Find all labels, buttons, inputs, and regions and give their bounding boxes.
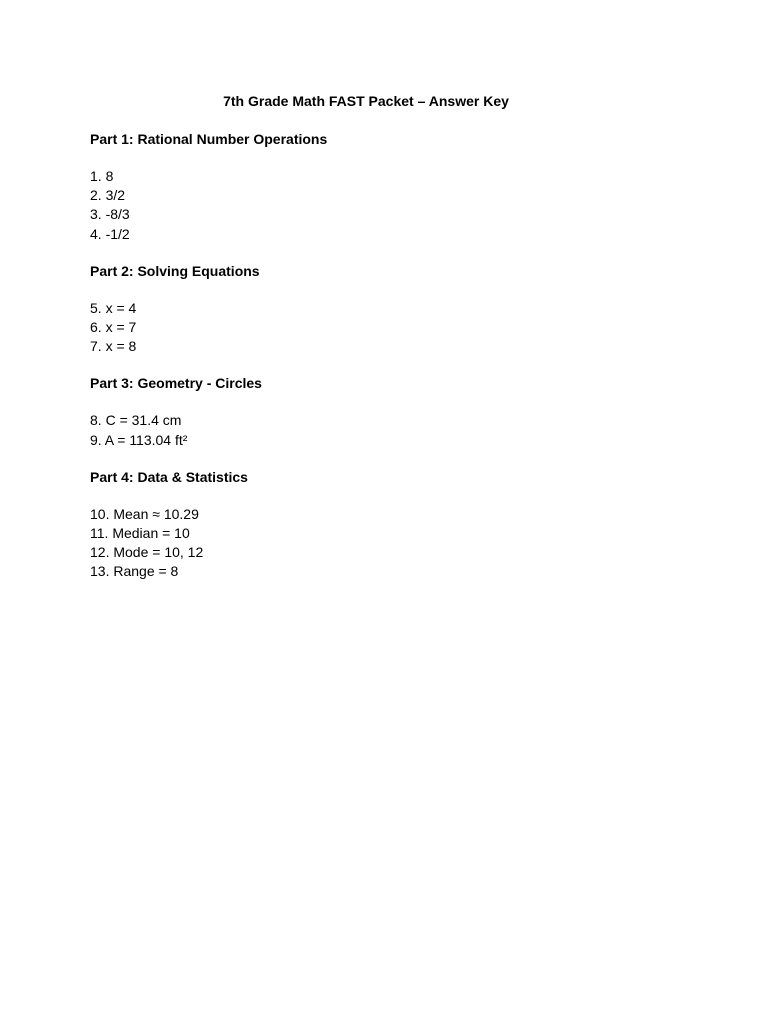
section-heading: Part 1: Rational Number Operations [90,131,328,147]
answer-item: 5. x = 4 [90,299,137,316]
answer-item: 4. -1/2 [90,225,130,242]
section-heading: Part 2: Solving Equations [90,262,260,279]
answer-item: 3. -8/3 [90,206,130,223]
answer-item: 11. Median = 10 [90,525,190,542]
document-title: 7th Grade Math FAST Packet – Answer Key [223,93,509,109]
section-part-1 [90,130,690,244]
answer-list [90,505,690,582]
answer-item: 13. Range = 8 [90,563,179,580]
answer-item: 7. x = 8 [90,338,137,355]
answer-item: 1. 8 [90,168,114,184]
section-heading: Part 3: Geometry - Circles [90,375,262,392]
section-part-2 [90,262,690,357]
answer-item: 10. Mean ≈ 10.29 [90,505,199,522]
answer-item: 9. A = 113.04 ft² [90,431,188,448]
answer-item: 8. C = 31.4 cm [90,412,182,429]
answer-item: 2. 3/2 [90,187,126,204]
answer-list [90,411,690,449]
answer-key-content [90,130,690,600]
answer-list [90,167,690,244]
answer-item: 6. x = 7 [90,319,137,336]
section-heading: Part 4: Data & Statistics [90,468,248,485]
section-part-3 [90,374,690,449]
answer-item: 12. Mode = 10, 12 [90,544,204,561]
section-part-4 [90,468,690,582]
answer-list [90,299,690,357]
